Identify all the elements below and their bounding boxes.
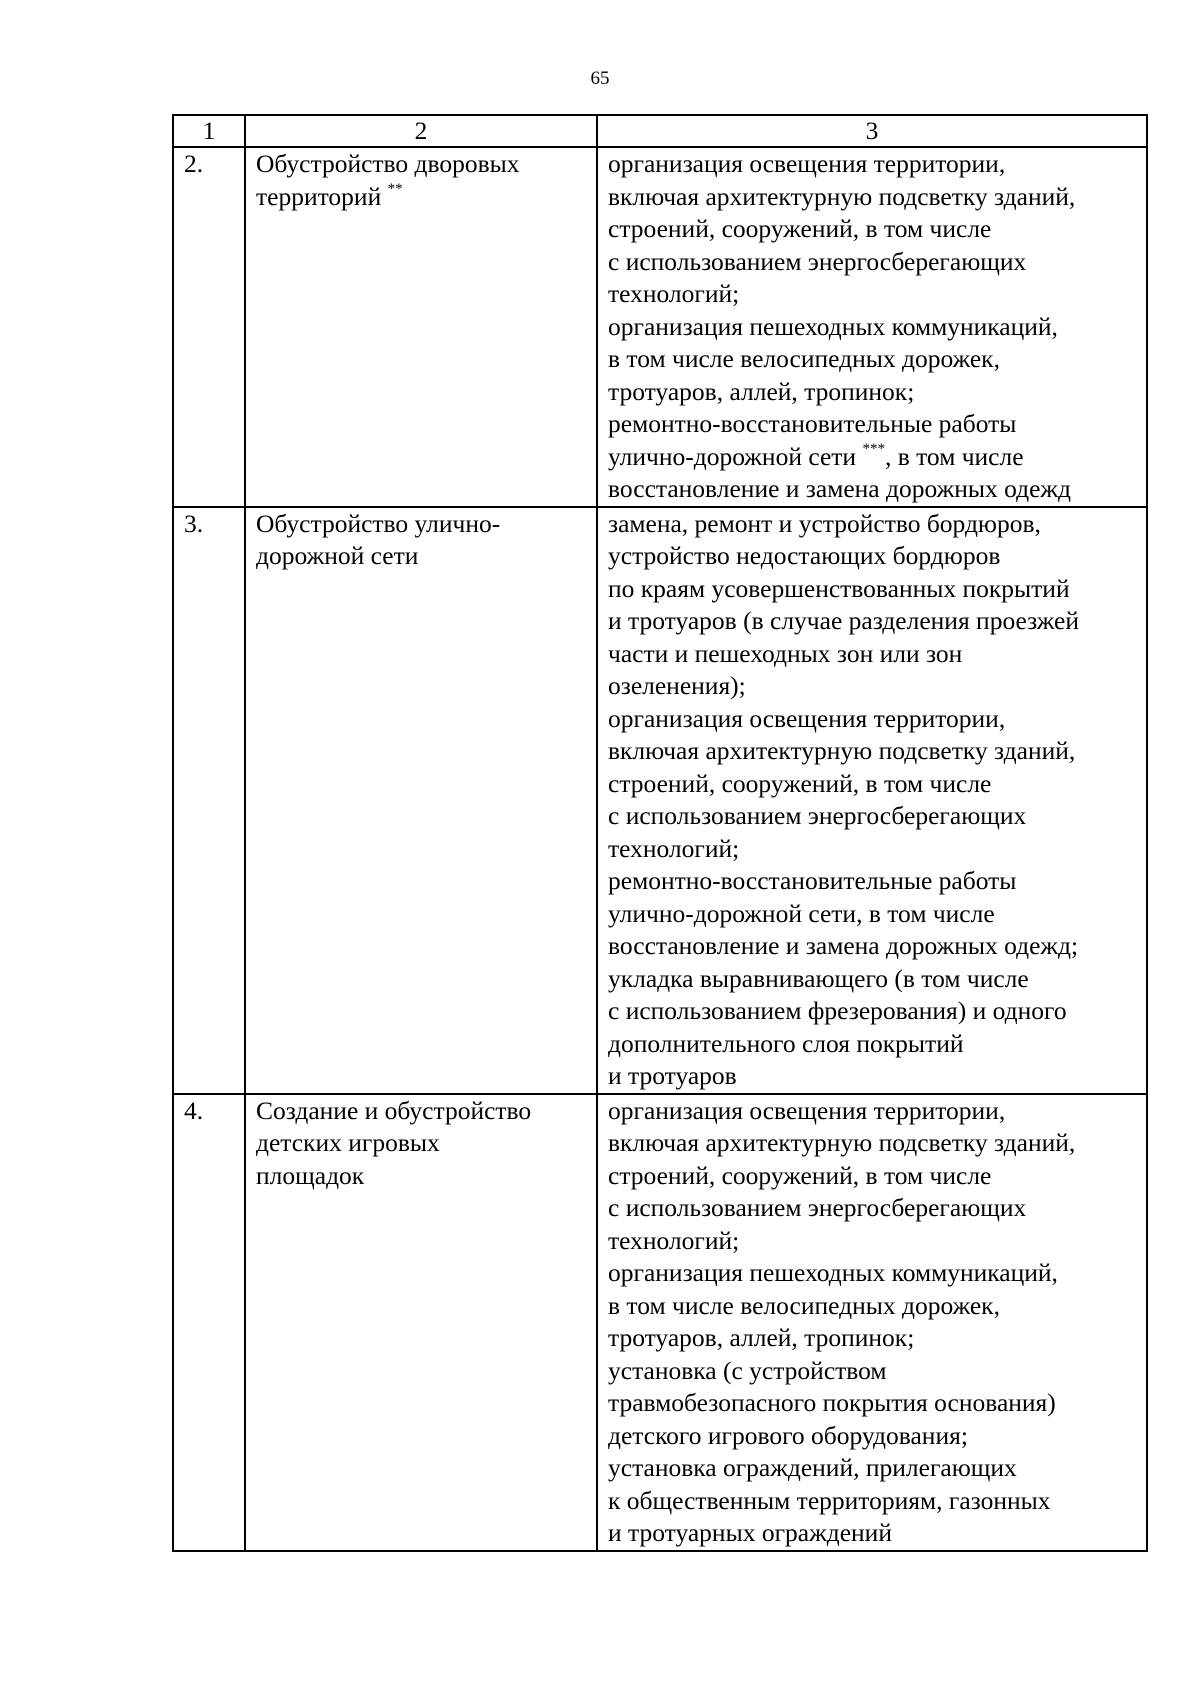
- description-line: технологий;: [608, 833, 740, 863]
- description-line: к общественным территориям, газонных: [608, 1485, 1051, 1515]
- row-description: [597, 147, 1147, 507]
- table-row: [173, 147, 1147, 507]
- row-name: [245, 1094, 597, 1551]
- column-header-3: 3: [597, 115, 1147, 147]
- description-line: тротуаров, аллей, тропинок;: [608, 1323, 915, 1352]
- description-line: тротуаров, аллей, тропинок;: [608, 376, 915, 406]
- row-name-line: Создание и обустройство: [256, 1095, 532, 1125]
- row-number: 4.: [173, 1094, 245, 1551]
- description-line: с использованием энергосберегающих: [608, 246, 1027, 276]
- row-name-line-with-mark: [256, 181, 588, 214]
- description-line: укладка выравнивающего (в том числе: [608, 963, 1029, 993]
- footnote-mark: ***: [862, 440, 885, 457]
- description-line: в том числе велосипедных дорожек,: [608, 1290, 1000, 1320]
- description-line: ремонтно-восстановительные работы: [608, 409, 1017, 438]
- row-description: [597, 507, 1147, 1094]
- description-line: озеленения);: [608, 671, 746, 700]
- row-name-line: Обустройство улично-: [256, 508, 501, 538]
- description-line: организация освещения территории,: [608, 703, 1006, 733]
- description-line: и тротуаров (в случае разделения проезжей: [608, 606, 1079, 635]
- description-line: включая архитектурную подсветку зданий,: [608, 1128, 1076, 1157]
- description-line: установка ограждений, прилегающих: [608, 1453, 1017, 1482]
- description-line: замена, ремонт и устройство бордюров,: [608, 508, 1041, 538]
- row-description: [597, 1094, 1147, 1551]
- description-line-with-mark: [608, 441, 1138, 474]
- description-line: организация освещения территории,: [608, 149, 1006, 178]
- row-name-line: территорий: [256, 181, 382, 211]
- description-line: и тротуарных ограждений: [608, 1518, 892, 1547]
- row-name-line: дорожной сети: [256, 541, 419, 570]
- row-name: [245, 147, 597, 507]
- description-line: устройство недостающих бордюров: [608, 541, 1001, 570]
- description-line: организация освещения территории,: [608, 1095, 1006, 1125]
- description-line: организация пешеходных коммуникаций,: [608, 311, 1058, 341]
- column-header-2: 2: [245, 115, 597, 147]
- description-line: травмобезопасного покрытия основания): [608, 1388, 1056, 1417]
- description-line: с использованием энергосберегающих: [608, 1193, 1027, 1222]
- description-fragment: , в том числе: [884, 441, 1024, 471]
- column-header-1: 1: [173, 115, 245, 147]
- row-name-line: Обустройство дворовых: [256, 149, 520, 178]
- description-line: включая архитектурную подсветку зданий,: [608, 736, 1076, 765]
- table-header-row: [173, 115, 1147, 147]
- description-line: с использованием энергосберегающих: [608, 801, 1027, 830]
- description-line: строений, сооружений, в том числе: [608, 1160, 992, 1190]
- table-row: [173, 507, 1147, 1094]
- description-line: технологий;: [608, 1225, 740, 1255]
- description-line: технологий;: [608, 279, 740, 308]
- table-row: [173, 1094, 1147, 1551]
- description-fragment: улично-дорожной сети: [608, 441, 857, 471]
- description-line: восстановление и замена дорожных одежд;: [608, 931, 1079, 960]
- description-line: детского игрового оборудования;: [608, 1420, 968, 1450]
- description-line: строений, сооружений, в том числе: [608, 214, 992, 243]
- description-line: части и пешеходных зон или зон: [608, 638, 963, 668]
- description-line: включая архитектурную подсветку зданий,: [608, 181, 1076, 211]
- description-line: улично-дорожной сети, в том числе: [608, 898, 995, 928]
- page-number: 65: [590, 68, 610, 89]
- row-name: [245, 507, 597, 1094]
- row-number: 2.: [173, 147, 245, 507]
- description-line: строений, сооружений, в том числе: [608, 768, 992, 798]
- row-name-line: площадок: [256, 1160, 365, 1190]
- description-line: и тротуаров: [608, 1061, 737, 1090]
- description-line: по краям усовершенствованных покрытий: [608, 573, 1070, 603]
- description-line: с использованием фрезерования) и одного: [608, 996, 1067, 1025]
- description-line: ремонтно-восстановительные работы: [608, 866, 1017, 895]
- description-line: установка (с устройством: [608, 1355, 887, 1385]
- row-name-line: детских игровых: [256, 1128, 440, 1157]
- description-line: дополнительного слоя покрытий: [608, 1028, 964, 1058]
- description-line: в том числе велосипедных дорожек,: [608, 344, 1000, 373]
- description-line: организация пешеходных коммуникаций,: [608, 1258, 1058, 1287]
- measures-table: [172, 114, 1148, 1552]
- footnote-mark: **: [387, 180, 403, 197]
- row-number: 3.: [173, 507, 245, 1094]
- description-line: восстановление и замена дорожных одежд: [608, 474, 1072, 503]
